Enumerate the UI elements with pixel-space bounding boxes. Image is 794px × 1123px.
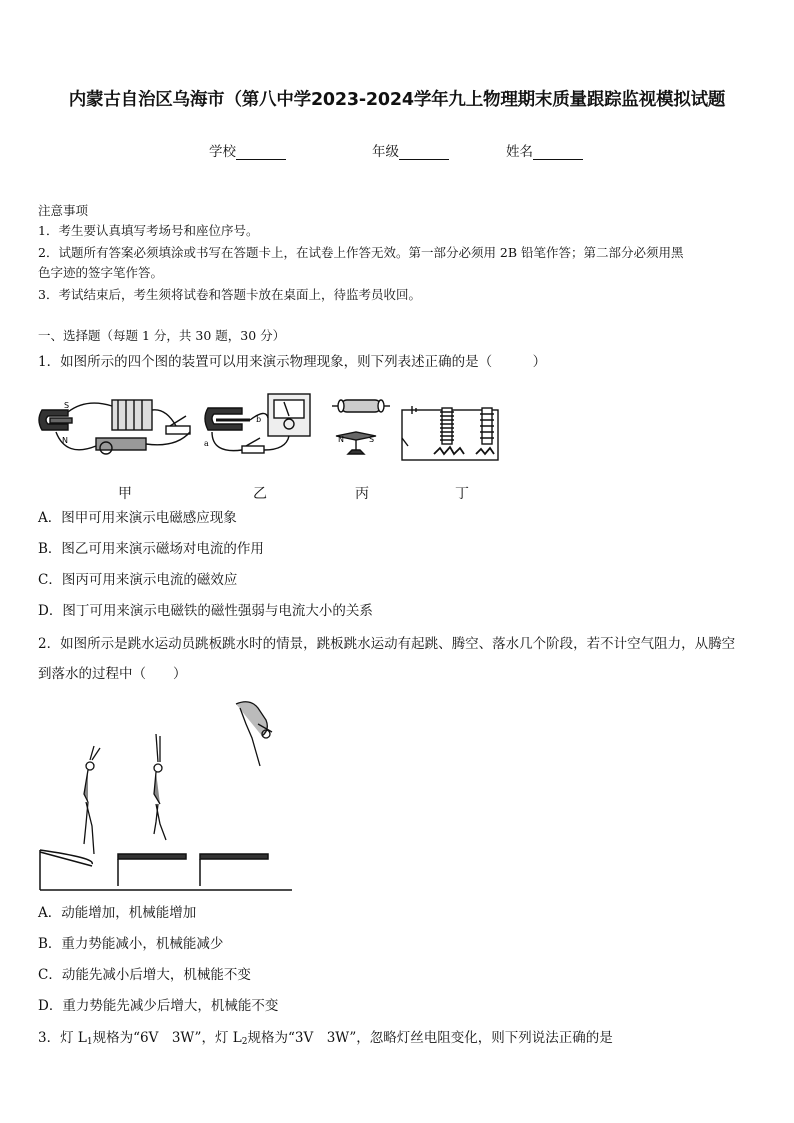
q1-figure bbox=[36, 388, 506, 468]
notes-item-3: 3．考试结束后，考生须将试卷和答题卡放在桌面上，待监考员收回。 bbox=[38, 287, 421, 302]
label-n2: N bbox=[338, 435, 344, 444]
caption-ding: 丁 bbox=[455, 486, 469, 502]
diver-takeoff bbox=[84, 746, 100, 854]
grade-field[interactable] bbox=[372, 140, 449, 160]
name-blank[interactable] bbox=[533, 145, 583, 160]
name-field[interactable] bbox=[506, 140, 583, 160]
school-field[interactable] bbox=[209, 140, 286, 160]
page-title: 内蒙古自治区乌海市（第八中学2023-2024学年九上物理期末质量跟踪监视模拟试题 bbox=[68, 90, 726, 110]
caption-bing: 丙 bbox=[355, 486, 369, 502]
q2-option-c[interactable]: C．动能先减小后增大，机械能不变 bbox=[38, 967, 251, 983]
q3-stem bbox=[38, 1028, 613, 1052]
label-n: N bbox=[62, 436, 68, 445]
grade-label: 年级 bbox=[372, 144, 399, 160]
diver-somersault bbox=[236, 702, 272, 766]
notes-item-2: 2．试题所有答案必须填涂或书写在答题卡上，在试卷上作答无效。第一部分必须用 2B 铅笔作答；第二部分必须用黑 bbox=[38, 245, 684, 260]
label-s2: S bbox=[369, 435, 375, 444]
name-label: 姓名 bbox=[506, 144, 533, 160]
notes-item-2-cont: 色字迹的签字笔作答。 bbox=[38, 265, 164, 280]
q1-option-a[interactable]: A．图甲可用来演示电磁感应现象 bbox=[38, 510, 237, 526]
figure-bing bbox=[332, 400, 390, 454]
q2-stem-line1: 2．如图所示是跳水运动员跳板跳水时的情景，跳板跳水运动有起跳、腾空、落水几个阶段，若不计空气阻力，从腾空 bbox=[38, 636, 736, 652]
q2-option-a[interactable]: A．动能增加，机械能增加 bbox=[38, 905, 197, 921]
diver-airborne bbox=[154, 734, 166, 840]
grade-blank[interactable] bbox=[399, 145, 449, 160]
figure-ding bbox=[402, 406, 498, 460]
label-a: a bbox=[204, 439, 209, 448]
q3-stem-part3: 规格为“3V 3W”，忽略灯丝电阻变化，则下列说法正确的是 bbox=[247, 1030, 613, 1046]
q3-stem-part1: 3．灯 L bbox=[38, 1030, 87, 1046]
figure-jia bbox=[39, 400, 190, 454]
notes-heading: 注意事项 bbox=[38, 203, 89, 218]
q1-option-b[interactable]: B．图乙可用来演示磁场对电流的作用 bbox=[38, 541, 264, 557]
school-label: 学校 bbox=[209, 144, 236, 160]
q1-stem: 1．如图所示的四个图的装置可以用来演示物理现象，则下列表述正确的是（ ） bbox=[38, 354, 547, 370]
q3-stem-part2: 规格为“6V 3W”，灯 L bbox=[92, 1030, 242, 1046]
q1-option-d[interactable]: D．图丁可用来演示电磁铁的磁性强弱与电流大小的关系 bbox=[38, 603, 373, 619]
q3-sub-2: 2 bbox=[241, 1037, 248, 1047]
q1-option-c[interactable]: C．图丙可用来演示电流的磁效应 bbox=[38, 572, 238, 588]
caption-yi: 乙 bbox=[253, 486, 267, 502]
school-blank[interactable] bbox=[236, 145, 286, 160]
q2-option-b[interactable]: B．重力势能减小，机械能减少 bbox=[38, 936, 224, 952]
q2-option-d[interactable]: D．重力势能先减少后增大，机械能不变 bbox=[38, 998, 279, 1014]
section-heading: 一、选择题（每题 1 分，共 30 题，30 分） bbox=[38, 328, 286, 343]
label-s: S bbox=[64, 401, 70, 410]
notes-item-1: 1．考生要认真填写考场号和座位序号。 bbox=[38, 223, 259, 238]
label-b: b bbox=[256, 415, 262, 424]
q3-sub-1: 1 bbox=[86, 1037, 93, 1047]
q2-figure bbox=[36, 694, 298, 894]
caption-jia: 甲 bbox=[118, 486, 132, 502]
q2-stem-line2: 到落水的过程中（ ） bbox=[38, 666, 187, 682]
